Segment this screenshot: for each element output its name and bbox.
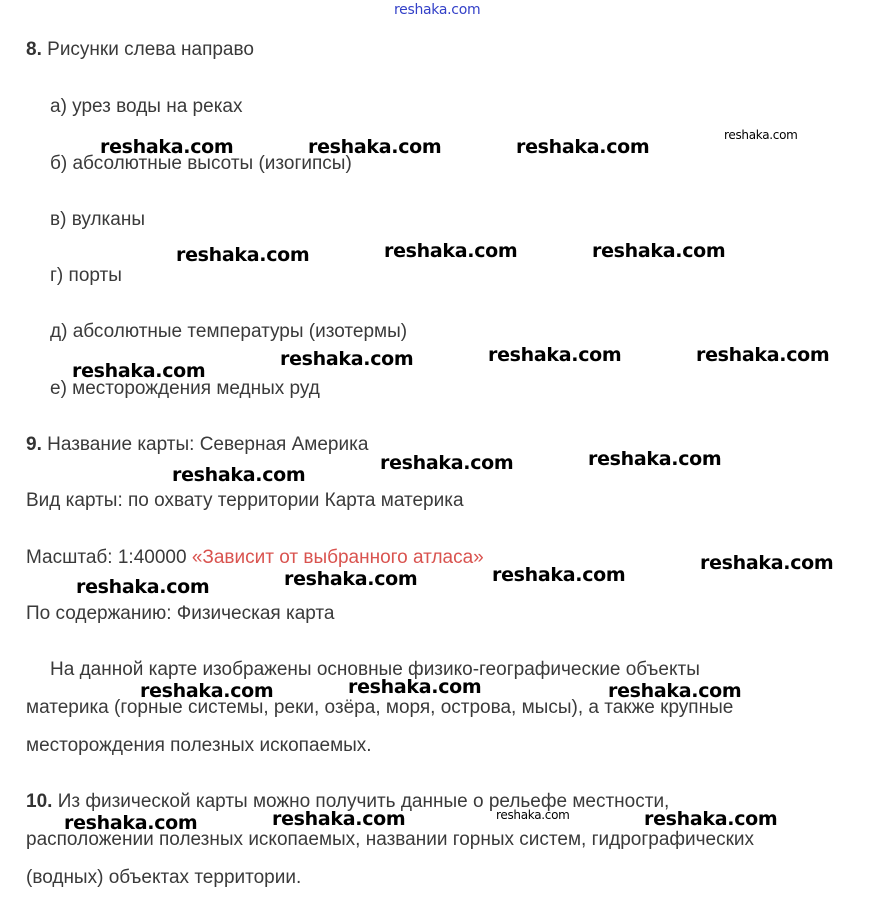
watermark: reshaka.com <box>588 448 722 470</box>
question-9-title <box>26 433 368 457</box>
paragraph-line: расположении полезных ископаемых, названии горных систем, гидрографических <box>26 829 755 850</box>
answer-item: д) абсолютные температуры (изотермы) <box>50 321 408 342</box>
watermark: reshaka.com <box>280 348 414 370</box>
paragraph-line: месторождения полезных ископаемых. <box>26 735 372 756</box>
paragraph-line: На данной карте изображены основные физико-географические объекты <box>50 659 700 680</box>
watermark: reshaka.com <box>592 240 726 262</box>
watermark: reshaka.com <box>76 576 210 598</box>
watermark: reshaka.com <box>284 568 418 590</box>
answer-item: а) урез воды на реках <box>50 96 243 117</box>
question-8-title <box>26 38 254 62</box>
watermark: reshaka.com <box>492 564 626 586</box>
map-scale-line <box>26 546 484 570</box>
watermark: reshaka.com <box>696 344 830 366</box>
watermark: reshaka.com <box>176 244 310 266</box>
answer-item: в) вулканы <box>50 209 145 230</box>
watermark: reshaka.com <box>308 136 442 158</box>
answer-item: б) абсолютные высоты (изогипсы) <box>50 153 352 174</box>
question-text: Рисунки слева направо <box>47 39 254 60</box>
scale-note: «Зависит от выбранного атласа» <box>191 547 484 568</box>
answer-item: г) порты <box>50 265 122 286</box>
watermark: reshaka.com <box>608 680 742 702</box>
watermark: reshaka.com <box>384 240 518 262</box>
question-number: 8. <box>26 39 42 60</box>
watermark: reshaka.com <box>516 136 650 158</box>
watermark: reshaka.com <box>700 552 834 574</box>
watermark: reshaka.com <box>64 812 198 834</box>
watermark: reshaka.com <box>488 344 622 366</box>
question-number: 9. <box>26 434 42 455</box>
watermark: reshaka.com <box>496 808 570 822</box>
paragraph-line: материка (горные системы, реки, озёра, моря, острова, мысы), а также крупные <box>26 697 734 718</box>
question-number: 10. <box>26 791 53 812</box>
question-text: Из физической карты можно получить данные о рельефе местности, <box>57 791 670 812</box>
scale-text: Масштаб: 1:40000 <box>26 547 187 568</box>
watermark: reshaka.com <box>140 680 274 702</box>
map-content-line: По содержанию: Физическая карта <box>26 603 335 624</box>
watermark: reshaka.com <box>72 360 206 382</box>
watermark: reshaka.com <box>172 464 306 486</box>
watermark: reshaka.com <box>724 128 798 142</box>
watermark: reshaka.com <box>272 808 406 830</box>
answer-item: е) месторождения медных руд <box>50 378 320 399</box>
watermark: reshaka.com <box>100 136 234 158</box>
watermark: reshaka.com <box>644 808 778 830</box>
watermark: reshaka.com <box>348 676 482 698</box>
paragraph-line: (водных) объектах территории. <box>26 867 302 888</box>
watermark: reshaka.com <box>380 452 514 474</box>
map-name-line: Название карты: Северная Америка <box>47 434 369 455</box>
watermark: reshaka.com <box>394 2 481 18</box>
map-type-line: Вид карты: по охвату территории Карта материка <box>26 490 464 511</box>
